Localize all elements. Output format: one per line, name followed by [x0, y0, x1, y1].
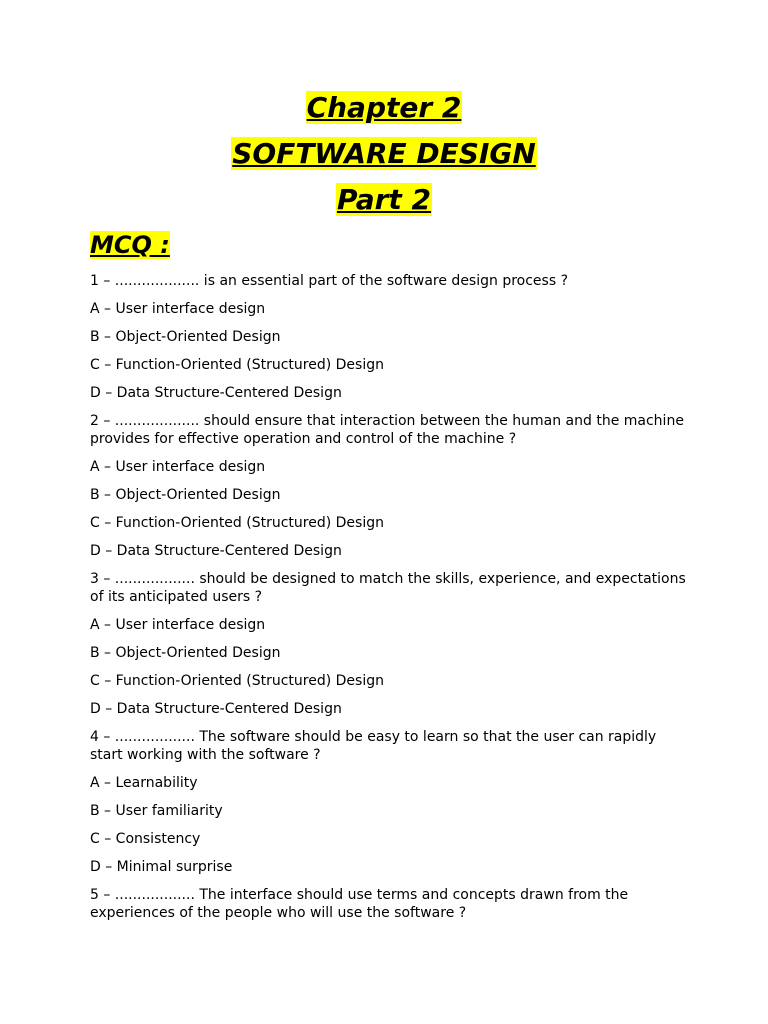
answer-option: D – Data Structure-Centered Design: [90, 543, 342, 559]
answer-option: B – User familiarity: [90, 803, 223, 819]
question-block: [90, 412, 690, 560]
answer-option: A – Learnability: [90, 775, 198, 791]
question-block: [90, 728, 690, 876]
answer-option: B – Object-Oriented Design: [90, 645, 281, 661]
subject-title: [0, 138, 768, 170]
question-text: 4 – .................. The software should be easy to learn so that the user can rapidly start working with the software ?: [90, 729, 657, 763]
answer-option: C – Consistency: [90, 831, 201, 847]
question-list: [90, 272, 690, 932]
chapter-title: [0, 92, 768, 124]
answer-option: C – Function-Oriented (Structured) Design: [90, 515, 384, 531]
subject-title-text: SOFTWARE DESIGN: [232, 137, 536, 170]
answer-option: A – User interface design: [90, 301, 266, 317]
chapter-title-text: Chapter 2: [306, 91, 462, 124]
question-block: [90, 886, 690, 922]
question-text: 2 – ................... should ensure that interaction between the human and the machine provides for effective operation and control of the machine ?: [90, 413, 684, 447]
question-text: 5 – .................. The interface should use terms and concepts drawn from the experiences of the people who will use the software ?: [90, 887, 629, 921]
part-title: [0, 184, 768, 216]
question-block: [90, 570, 690, 718]
question-text: 3 – .................. should be designed to match the skills, experience, and expectations of its anticipated users ?: [90, 571, 686, 605]
answer-option: D – Data Structure-Centered Design: [90, 701, 342, 717]
answer-option: C – Function-Oriented (Structured) Design: [90, 357, 384, 373]
answer-option: D – Data Structure-Centered Design: [90, 385, 342, 401]
answer-option: C – Function-Oriented (Structured) Design: [90, 673, 384, 689]
question-text: 1 – ................... is an essential part of the software design process ?: [90, 273, 569, 289]
part-title-text: Part 2: [336, 183, 432, 216]
question-block: [90, 272, 690, 402]
answer-option: B – Object-Oriented Design: [90, 329, 281, 345]
answer-option: D – Minimal surprise: [90, 859, 233, 875]
answer-option: A – User interface design: [90, 459, 266, 475]
answer-option: B – Object-Oriented Design: [90, 487, 281, 503]
section-heading-text: MCQ :: [90, 231, 170, 259]
section-heading: [90, 230, 170, 260]
answer-option: A – User interface design: [90, 617, 266, 633]
